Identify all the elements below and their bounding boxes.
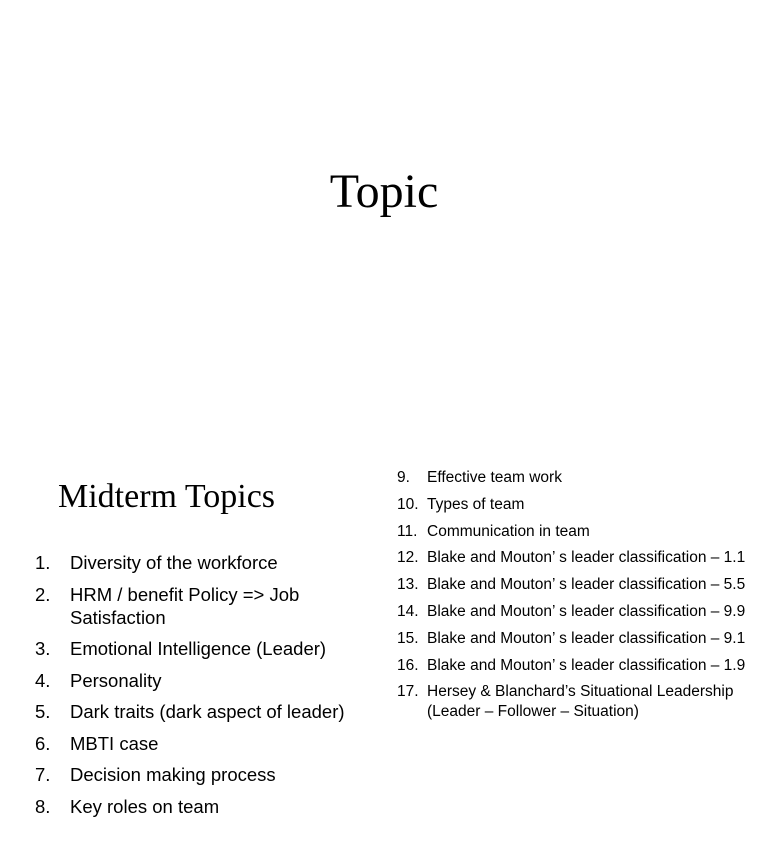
list-item [393, 548, 763, 568]
item-number: 14. [397, 602, 419, 620]
item-number: 11. [397, 522, 418, 540]
list-item [30, 700, 380, 723]
item-number: 6. [35, 732, 51, 754]
list-item [30, 637, 380, 660]
item-text: Decision making process [70, 764, 276, 785]
midterm-topics-heading: Midterm Topics [58, 478, 276, 515]
item-number: 12. [397, 549, 419, 567]
list-item [30, 551, 380, 574]
list-item [393, 522, 763, 542]
item-text: Personality [70, 669, 162, 691]
item-number: 16. [397, 656, 419, 674]
list-item [393, 575, 763, 595]
item-text: Blake and Mouton’ s leader classification – 5.5 [427, 576, 746, 594]
item-text: Effective team work [427, 469, 562, 486]
item-number: 5. [35, 701, 51, 722]
item-text: Key roles on team [70, 795, 220, 817]
list-item [393, 656, 763, 676]
item-number: 8. [35, 795, 51, 817]
item-text: Diversity of the workforce [70, 552, 278, 573]
list-item [30, 763, 380, 786]
item-number: 4. [35, 669, 51, 691]
item-text: Blake and Mouton’ s leader classification – 9.9 [427, 602, 746, 620]
list-item [30, 669, 380, 692]
item-text: MBTI case [70, 732, 159, 754]
list-item [393, 629, 763, 649]
item-text: Dark traits (dark aspect of leader) [70, 701, 345, 722]
item-text: Hersey & Blanchard’s Situational Leadership (Leader – Follower – Situation) [427, 683, 734, 720]
list-item [30, 732, 380, 755]
item-number: 3. [35, 638, 51, 659]
item-number: 9. [397, 469, 410, 486]
item-text: Communication in team [427, 522, 590, 540]
item-text: Types of team [427, 495, 525, 513]
slide-title: Topic [329, 165, 439, 218]
item-number: 10. [397, 495, 419, 513]
item-text: Blake and Mouton’ s leader classification – 1.1 [427, 549, 746, 567]
midterm-topics-list-left [30, 551, 380, 826]
item-text: Emotional Intelligence (Leader) [70, 638, 327, 659]
item-number: 1. [35, 552, 51, 573]
list-item [30, 583, 380, 629]
item-number: 17. [397, 683, 419, 701]
item-number: 15. [397, 629, 419, 647]
list-item [393, 602, 763, 622]
list-item [30, 795, 380, 818]
item-number: 2. [35, 583, 51, 605]
item-text: HRM / benefit Policy => Job Satisfaction [70, 583, 300, 628]
list-item [393, 468, 763, 488]
list-item [393, 495, 763, 515]
item-text: Blake and Mouton’ s leader classification – 9.1 [427, 629, 746, 647]
item-number: 13. [397, 576, 419, 594]
midterm-topics-list-right [393, 468, 763, 729]
item-number: 7. [35, 764, 51, 785]
item-text: Blake and Mouton’ s leader classification – 1.9 [427, 656, 746, 674]
list-item [393, 682, 763, 721]
